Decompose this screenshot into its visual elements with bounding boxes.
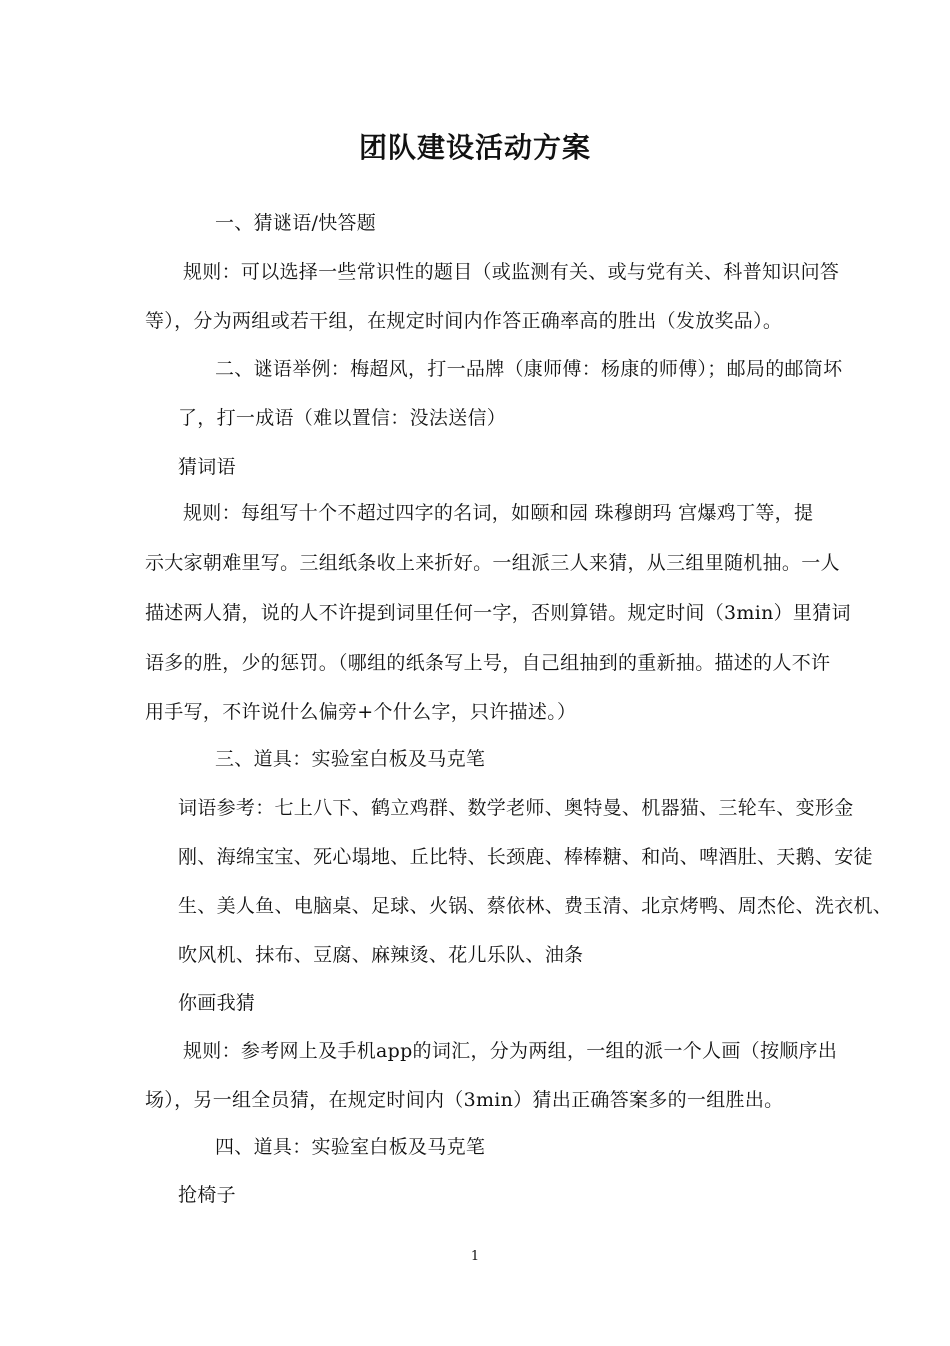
section-heading-4: 四、道具：实验室白板及马克笔 xyxy=(215,1136,486,1158)
paragraph-line: 示大家朝难里写。三组纸条收上来折好。一组派三人来猜，从三组里随机抽。一人 xyxy=(145,552,840,574)
paragraph-line: 用手写，不许说什么偏旁+个什么字，只许描述。） xyxy=(145,701,577,723)
subheading: 猜词语 xyxy=(178,456,236,478)
subheading: 你画我猜 xyxy=(178,992,256,1014)
section-heading-3: 三、道具：实验室白板及马克笔 xyxy=(215,748,486,770)
paragraph-line: 规则：可以选择一些常识性的题目（或监测有关、或与党有关、科普知识问答 xyxy=(183,261,840,283)
paragraph-line: 规则：参考网上及手机app的词汇，分为两组，一组的派一个人画（按顺序出 xyxy=(183,1040,838,1062)
paragraph-line: 描述两人猜，说的人不许提到词里任何一字，否则算错。规定时间（3min）里猜词 xyxy=(145,602,851,624)
subheading: 抢椅子 xyxy=(178,1184,236,1206)
paragraph-line: 了，打一成语（难以置信：没法送信） xyxy=(178,407,507,429)
paragraph-line: 规则：每组写十个不超过四字的名词，如颐和园 珠穆朗玛 宫爆鸡丁等，提 xyxy=(183,502,814,524)
paragraph-line: 刚、海绵宝宝、死心塌地、丘比特、长颈鹿、棒棒糖、和尚、啤酒肚、天鹅、安徒 xyxy=(178,846,873,868)
paragraph-line: 语多的胜，少的惩罚。（哪组的纸条写上号，自己组抽到的重新抽。描述的人不许 xyxy=(145,652,831,674)
paragraph-line: 吹风机、抹布、豆腐、麻辣烫、花儿乐队、油条 xyxy=(178,944,584,966)
section-heading-2: 二、谜语举例：梅超风，打一品牌（康师傅：杨康的师傅）；邮局的邮筒坏 xyxy=(215,358,843,380)
paragraph-line: 场），另一组全员猜，在规定时间内（3min）猜出正确答案多的一组胜出。 xyxy=(145,1089,784,1111)
section-heading-1: 一、猜谜语/快答题 xyxy=(215,212,377,234)
paragraph-line: 生、美人鱼、电脑桌、足球、火锅、蔡依林、费玉清、北京烤鸭、周杰伦、洗衣机、 xyxy=(178,895,893,917)
paragraph-line: 等），分为两组或若干组，在规定时间内作答正确率高的胜出（发放奖品）。 xyxy=(145,310,783,332)
document-title: 团队建设活动方案 xyxy=(358,131,591,164)
page-number: 1 xyxy=(470,1249,480,1264)
paragraph-line: 词语参考：七上八下、鹤立鸡群、数学老师、奥特曼、机器猫、三轮车、变形金 xyxy=(178,797,854,819)
